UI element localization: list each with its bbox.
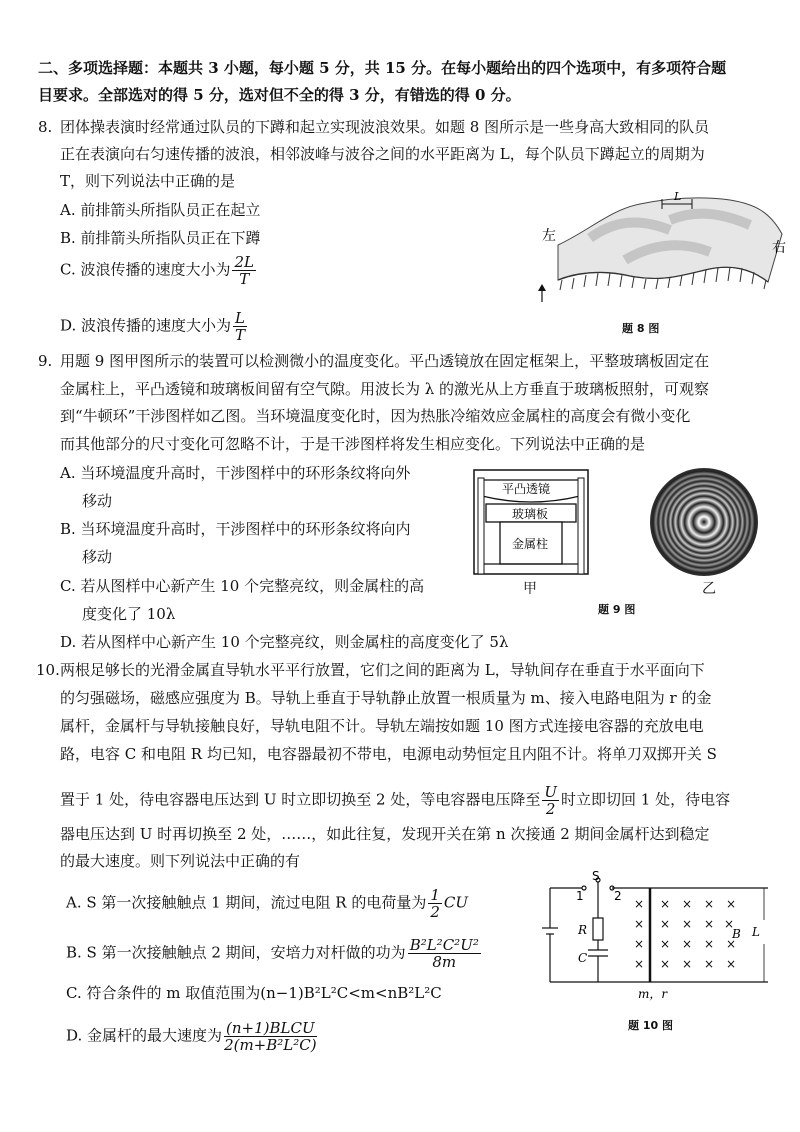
q10-stem-line5-a: 置于 1 处，待电容器电压达到 U 时立即切换至 2 处，等电容器电压降至 — [60, 790, 541, 809]
q10-stem-line6: 器电压达到 U 时再切换至 2 处，……，如此往复，发现开关在第 n 次接通 2 期间金属杆达到稳定 — [60, 825, 710, 843]
q10-option-a-suffix: CU — [443, 893, 468, 912]
q10-stem-line7: 的最大速度。则下列说法中正确的有 — [60, 852, 301, 870]
q9-stem-line1: 用题 9 图甲图所示的装置可以检测微小的温度变化。平凸透镜放在固定框架上，平整玻璃板固定在 — [60, 352, 710, 370]
q10-option-a — [66, 887, 468, 920]
q10-capacitor-label: C — [578, 951, 588, 965]
q9-figure-jia: 甲 — [523, 581, 537, 597]
svg-text:×: × — [682, 917, 693, 931]
q9-metal-label: 金属柱 — [512, 537, 549, 551]
q8-option-d-text: D. 波浪传播的速度大小为 — [60, 316, 232, 335]
q10-stem-line1: 两根足够长的光滑金属直导轨水平平行放置，它们之间的距离为 L，导轨间存在垂直于水平面向下 — [60, 661, 705, 679]
q8-arrow-head — [538, 284, 546, 291]
q8-option-d — [60, 310, 249, 343]
svg-text:×: × — [634, 897, 645, 911]
q9-stem-line2: 金属柱上，平凸透镜和玻璃板间留有空气隙。用波长为 λ 的激光从上方垂直于玻璃板照射，可观察 — [60, 380, 710, 398]
q9-lens-label: 平凸透镜 — [502, 482, 551, 496]
q8-figure-L: L — [674, 190, 682, 203]
q9-newton-rings — [648, 466, 760, 578]
q10-option-b-text: B. S 第一次接触触点 2 期间，安培力对杆做的功为 — [66, 943, 406, 962]
q8-figure-caption: 题 8 图 — [622, 322, 660, 335]
svg-text:×: × — [726, 957, 737, 971]
q10-option-d-text: D. 金属杆的最大速度为 — [66, 1026, 223, 1045]
q10-circuit-figure — [538, 870, 778, 1010]
svg-text:×: × — [634, 937, 645, 951]
q8-option-c-text: C. 波浪传播的速度大小为 — [60, 260, 231, 279]
q9-stem-line4: 而其他部分的尺寸变化可忽略不计，于是干涉图样将发生相应变化。下列说法中正确的是 — [60, 435, 646, 453]
q8-option-d-fraction: $\frac{L}{T}$ — [235, 309, 246, 344]
q10-option-d — [66, 1020, 319, 1053]
q10-stem-line5-b: 时立即切回 1 处，待电容 — [561, 790, 731, 809]
q10-stem-line4: 路，电容 C 和电阻 R 均已知，电容器最初不带电，电源电动势恒定且内阻不计。将单刀双掷开关 S — [60, 745, 717, 763]
q10-contact-2: 2 — [614, 889, 622, 903]
q10-figure-caption: 题 10 图 — [628, 1019, 673, 1032]
svg-text:×: × — [634, 957, 645, 971]
q8-figure-right: 右 — [772, 240, 786, 256]
q9-figure-caption: 题 9 图 — [598, 603, 636, 616]
q10-option-d-fraction: $\frac{\text{(n+1)BLCU}}{\text{2(m+B²L²C)}}$ — [224, 1019, 317, 1054]
svg-text:×: × — [660, 957, 671, 971]
q9-option-a-line2: 移动 — [82, 492, 113, 510]
q9-option-a-line1: A. 当环境温度升高时，干涉图样中的环形条纹将向外 — [60, 464, 411, 482]
q9-glass-label: 玻璃板 — [512, 507, 549, 521]
q8-option-c-fraction: $\frac{2L}{T}$ — [234, 253, 254, 288]
q10-option-b-fraction: $\frac{\text{B²L²C²U²}}{8m}$ — [409, 936, 479, 971]
q10-option-a-fraction: $\frac{1}{2}$ — [430, 886, 440, 921]
svg-text:×: × — [682, 937, 693, 951]
q10-number: 10. — [36, 661, 60, 679]
q10-stem-line2: 的匀强磁场，磁感应强度为 B。导轨上垂直于导轨静止放置一根质量为 m、接入电路电阻为 r 的金 — [60, 689, 712, 707]
q8-figure-left: 左 — [542, 228, 556, 244]
q8-option-b: B. 前排箭头所指队员正在下蹲 — [60, 229, 261, 247]
q10-option-c: C. 符合条件的 m 取值范围为(n−1)B²L²C<m<nB²L²C — [66, 984, 442, 1002]
q8-stem-line3: T，则下列说法中正确的是 — [60, 172, 236, 190]
svg-text:×: × — [660, 937, 671, 951]
q9-option-d: D. 若从图样中心新产生 10 个完整亮纹，则金属柱的高度变化了 5λ — [60, 633, 509, 651]
svg-text:×: × — [726, 937, 737, 951]
q10-switch-label: S — [592, 870, 600, 883]
q10-stem-line5 — [60, 784, 730, 817]
svg-text:×: × — [634, 917, 645, 931]
q10-rod-label: m，r — [638, 987, 668, 1001]
q9-option-c-line2: 度变化了 10λ — [82, 605, 176, 623]
svg-text:×: × — [726, 897, 737, 911]
q10-width-label: L — [752, 925, 760, 939]
q8-wave-figure — [520, 190, 790, 305]
q10-field-label: B — [732, 927, 741, 941]
svg-text:×: × — [682, 957, 693, 971]
q8-option-c — [60, 254, 258, 287]
q10-stem-fraction: $\frac{U}{2}$ — [544, 783, 557, 818]
q10-resistor-label: R — [578, 923, 588, 937]
q10-option-a-text: A. S 第一次接触触点 1 期间，流过电阻 R 的电荷量为 — [66, 893, 427, 912]
q9-stem-line3: 到“牛顿环”干涉图样如乙图。当环境温度变化时，因为热胀冷缩效应金属柱的高度会有微小变化 — [60, 407, 691, 425]
section-header-line2: 目要求。全部选对的得 5 分，选对但不全的得 3 分，有错选的得 0 分。 — [38, 86, 521, 104]
q8-stem-line1: 团体操表演时经常通过队员的下蹲和起立实现波浪效果。如题 8 图所示是一些身高大致相同的队员 — [60, 118, 710, 136]
q10-contact-1: 1 — [576, 889, 584, 903]
q9-apparatus-figure — [472, 468, 592, 578]
svg-text:×: × — [660, 897, 671, 911]
q9-option-b-line2: 移动 — [82, 548, 113, 566]
svg-text:×: × — [660, 917, 671, 931]
q8-stem-line2: 正在表演向右匀速传播的波浪，相邻波峰与波谷之间的水平距离为 L，每个队员下蹲起立的周期为 — [60, 145, 705, 163]
section-header-line1: 二、多项选择题：本题共 3 小题，每小题 5 分，共 15 分。在每小题给出的四个选项中，有多项符合题 — [38, 59, 727, 77]
svg-text:×: × — [704, 957, 715, 971]
svg-text:×: × — [724, 917, 735, 931]
svg-text:×: × — [704, 897, 715, 911]
q9-figure-yi: 乙 — [702, 581, 716, 597]
q8-option-a: A. 前排箭头所指队员正在起立 — [60, 201, 261, 219]
q10-option-b — [66, 937, 483, 970]
q8-number: 8. — [38, 118, 53, 136]
q9-option-b-line1: B. 当环境温度升高时，干涉图样中的环形条纹将向内 — [60, 520, 411, 538]
q9-option-c-line1: C. 若从图样中心新产生 10 个完整亮纹，则金属柱的高 — [60, 577, 425, 595]
q9-number: 9. — [38, 352, 53, 370]
svg-text:×: × — [704, 937, 715, 951]
q10-stem-line3: 属杆，金属杆与导轨接触良好，导轨电阻不计。导轨左端按如题 10 图方式连接电容器的充放电电 — [60, 717, 704, 735]
svg-text:×: × — [682, 897, 693, 911]
svg-text:×: × — [704, 917, 715, 931]
